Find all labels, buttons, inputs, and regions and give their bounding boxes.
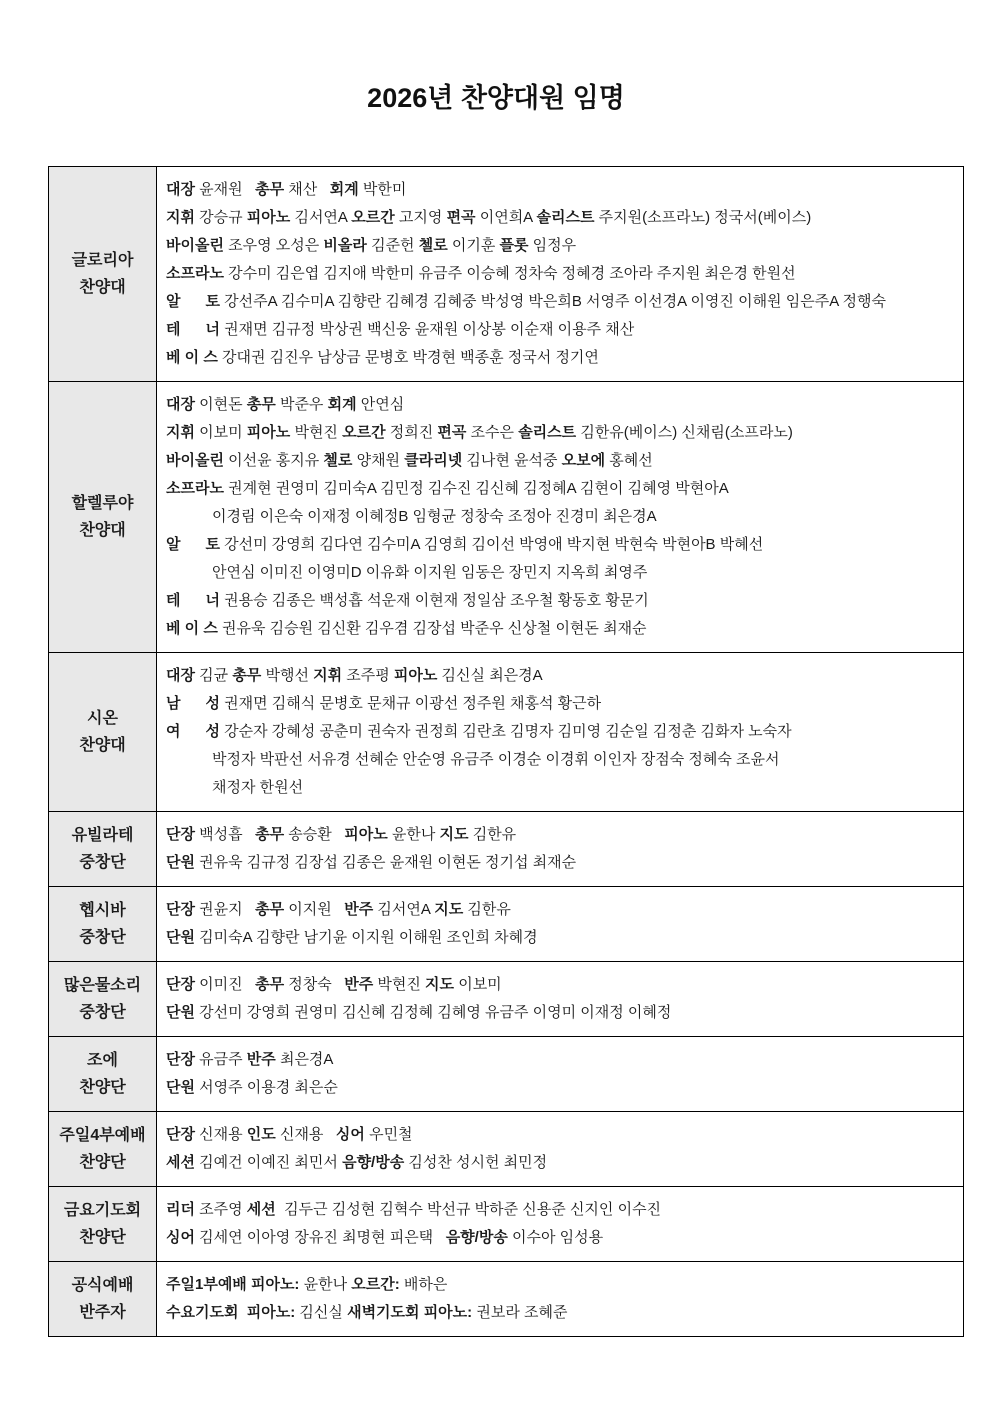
role-label: 회계 xyxy=(327,396,357,413)
member-names: 채정자 한원선 xyxy=(212,779,304,796)
member-line xyxy=(166,1224,955,1252)
member-names: 김세연 이아영 장유진 최명현 피은택 xyxy=(194,1229,446,1246)
member-names: 김한유(베이스) 신채림(소프라노) xyxy=(576,424,793,441)
member-names: 권용승 김종은 백성흡 석운재 이현재 정일삼 조우철 황동호 황문기 xyxy=(220,592,649,609)
member-line xyxy=(166,316,955,344)
choir-label-line: 시온 xyxy=(87,709,118,727)
member-line xyxy=(166,690,955,718)
member-names: 신재용 xyxy=(275,1126,336,1143)
member-names: 김미숙A 김향란 남기윤 이지원 이해원 조인희 차혜경 xyxy=(194,929,538,946)
member-names: 강승규 xyxy=(194,209,247,226)
member-names: 조주영 xyxy=(194,1201,247,1218)
role-label: 오르간 xyxy=(351,209,395,226)
choir-row xyxy=(49,886,963,961)
role-label: 알 토 xyxy=(166,293,220,310)
member-names: 이미진 xyxy=(194,976,256,993)
member-names: 이보미 xyxy=(454,976,502,993)
role-label: 첼로 xyxy=(323,452,353,469)
role-label: 음향/방송 xyxy=(342,1154,405,1171)
role-label: 지도 xyxy=(434,901,464,918)
member-names: 김예건 이예진 최민서 xyxy=(194,1154,343,1171)
role-label: 남 성 xyxy=(166,695,220,712)
role-label: 지휘 xyxy=(166,424,195,441)
member-line xyxy=(166,896,955,924)
choir-members-cell xyxy=(157,1262,963,1336)
member-line xyxy=(166,1046,955,1074)
choir-members-cell xyxy=(157,1187,963,1261)
member-line xyxy=(166,924,955,952)
role-label: 싱어 xyxy=(335,1126,365,1143)
choir-row xyxy=(49,1111,963,1186)
member-line xyxy=(166,391,955,419)
member-names: 임정우 xyxy=(528,237,577,254)
member-names: 강선미 강영희 김다연 김수미A 김영희 김이선 박영애 박지현 박현숙 박현아B 박혜선 xyxy=(220,536,764,553)
member-names: 안연심 이미진 이영미D 이유화 이지원 임동은 장민지 지옥희 최영주 xyxy=(212,564,648,581)
member-line xyxy=(166,176,955,204)
role-label: 솔리스트 xyxy=(518,424,577,441)
choir-row xyxy=(49,1036,963,1111)
member-names: 김한유 xyxy=(463,901,511,918)
member-names: 권재면 김해식 문병호 문채규 이광선 정주원 채홍석 황근하 xyxy=(220,695,602,712)
role-label: 단장 xyxy=(166,1051,195,1068)
role-label: 테 너 xyxy=(166,592,220,609)
member-names: 김서연A xyxy=(373,901,435,918)
role-label: 반주 xyxy=(246,1051,276,1068)
member-line xyxy=(166,447,955,475)
member-names: 박현진 xyxy=(290,424,343,441)
member-names: 권유욱 김규정 김장섭 김종은 윤재원 이현돈 정기섭 최재순 xyxy=(194,854,577,871)
choir-row xyxy=(49,652,963,811)
member-names: 박정자 박판선 서유경 선혜순 안순영 유금주 이경순 이경휘 이인자 장점숙 정혜숙 조윤서 xyxy=(212,751,780,768)
member-names: 김서연A xyxy=(290,209,352,226)
member-names: 권윤지 xyxy=(194,901,256,918)
role-label: 첼로 xyxy=(418,237,448,254)
role-label: 세션 xyxy=(246,1201,276,1218)
role-label: 단원 xyxy=(166,854,195,871)
role-label: 테 너 xyxy=(166,321,220,338)
choir-label-line: 유빌라테 xyxy=(71,826,134,844)
role-label: 총무 xyxy=(255,826,285,843)
choir-row xyxy=(49,811,963,886)
member-names: 배하은 xyxy=(399,1276,448,1293)
choir-label-line: 주일4부예배 xyxy=(59,1126,146,1144)
member-names: 강선주A 김수미A 김향란 김혜경 김혜중 박성영 박은희B 서영주 이선경A 이영진 이해원 임은주A 정행숙 xyxy=(220,293,887,310)
member-line xyxy=(166,1074,955,1102)
member-line xyxy=(166,615,955,643)
role-label: 바이올린 xyxy=(166,452,224,469)
role-label: 새벽기도회 피아노: xyxy=(347,1304,473,1321)
member-names: 서영주 이용경 최은순 xyxy=(194,1079,338,1096)
member-line xyxy=(166,1121,955,1149)
choir-label-line: 반주자 xyxy=(79,1303,126,1321)
choir-label xyxy=(49,653,157,811)
role-label: 총무 xyxy=(255,901,285,918)
member-line xyxy=(166,260,955,288)
choir-label-line: 글로리아 xyxy=(71,251,134,269)
member-names: 고지영 xyxy=(394,209,447,226)
role-label: 편곡 xyxy=(446,209,476,226)
role-label: 플롯 xyxy=(499,237,529,254)
choir-label-line: 찬양단 xyxy=(79,1153,126,1171)
role-label: 반주 xyxy=(344,976,374,993)
role-label: 피아노 xyxy=(344,826,388,843)
member-names: 박행선 xyxy=(261,667,314,684)
role-label: 피아노 xyxy=(246,424,291,441)
member-names: 김한유 xyxy=(468,826,517,843)
choir-label-line: 찬양단 xyxy=(79,1228,126,1246)
member-names: 정창숙 xyxy=(284,976,345,993)
role-label: 단원 xyxy=(166,1079,195,1096)
choir-members-cell xyxy=(157,962,963,1036)
choir-label-line: 중창단 xyxy=(79,1003,126,1021)
member-names: 김균 xyxy=(194,667,233,684)
member-line xyxy=(166,288,955,316)
appointment-table xyxy=(48,166,964,1337)
role-label: 단원 xyxy=(166,929,195,946)
member-line xyxy=(166,662,955,690)
role-label: 오르간 xyxy=(342,424,386,441)
role-label: 소프라노 xyxy=(166,480,224,497)
role-label: 오보에 xyxy=(561,452,606,469)
role-label: 총무 xyxy=(255,976,285,993)
role-label: 단장 xyxy=(166,901,195,918)
role-label: 단장 xyxy=(166,826,195,843)
member-names: 신재용 xyxy=(194,1126,247,1143)
member-names: 최은경A xyxy=(275,1051,334,1068)
role-label: 지도 xyxy=(439,826,469,843)
member-line xyxy=(166,849,955,877)
choir-members-cell xyxy=(157,1112,963,1186)
role-label: 인도 xyxy=(246,1126,276,1143)
choir-label-line: 공식예배 xyxy=(71,1276,134,1294)
choir-label-line: 많은물소리 xyxy=(63,976,142,994)
role-label: 총무 xyxy=(232,667,262,684)
member-names: 조주평 xyxy=(342,667,394,684)
member-names: 강대권 김진우 남상금 문병호 박경현 백종훈 정국서 정기연 xyxy=(217,349,599,366)
member-names: 권보라 조혜준 xyxy=(472,1304,568,1321)
member-names: 강수미 김은엽 김지애 박한미 유금주 이승혜 정차숙 정혜경 조아라 주지원 최은경 한원선 xyxy=(223,265,796,282)
member-names: 김두근 김성현 김혁수 박선규 박하준 신용준 신지인 이수진 xyxy=(275,1201,662,1218)
member-line xyxy=(166,419,955,447)
member-names: 조우영 오성은 xyxy=(223,237,324,254)
choir-label-line: 찬양대 xyxy=(79,736,126,754)
choir-label-line: 할렐루야 xyxy=(71,494,134,512)
role-label: 편곡 xyxy=(437,424,467,441)
role-label: 대장 xyxy=(166,396,195,413)
member-line xyxy=(166,1271,955,1299)
member-names: 이선윤 홍지유 xyxy=(223,452,324,469)
member-line xyxy=(166,718,955,746)
member-names: 윤재원 xyxy=(194,181,256,198)
member-names: 이현돈 xyxy=(194,396,247,413)
member-names: 조수은 xyxy=(466,424,519,441)
role-label: 주일1부예배 피아노: xyxy=(166,1276,300,1293)
choir-label xyxy=(49,887,157,961)
member-line xyxy=(166,344,955,372)
member-names: 이연희A xyxy=(475,209,537,226)
role-label: 음향/방송 xyxy=(445,1229,508,1246)
member-names: 권재면 김규정 박상권 백신웅 윤재원 이상봉 이순재 이용주 채산 xyxy=(220,321,635,338)
role-label: 대장 xyxy=(166,667,195,684)
role-label: 회계 xyxy=(329,181,359,198)
choir-label xyxy=(49,1037,157,1111)
choir-label-line: 헵시바 xyxy=(79,901,126,919)
member-names: 권계현 권영미 김미숙A 김민정 김수진 김신혜 김정혜A 김현이 김혜영 박현아A xyxy=(223,480,729,497)
member-names: 송승환 xyxy=(284,826,345,843)
choir-label-line: 중창단 xyxy=(79,928,126,946)
role-label: 소프라노 xyxy=(166,265,224,282)
choir-label-line: 중창단 xyxy=(79,853,126,871)
choir-label xyxy=(49,1112,157,1186)
member-line xyxy=(166,999,955,1027)
member-line xyxy=(166,531,955,559)
member-names: 강순자 강혜성 공춘미 권숙자 권정희 김란초 김명자 김미영 김순일 김정춘 김화자 노숙자 xyxy=(220,723,792,740)
member-line xyxy=(166,232,955,260)
member-names: 안연심 xyxy=(356,396,405,413)
role-label: 솔리스트 xyxy=(536,209,595,226)
choir-label xyxy=(49,962,157,1036)
member-names: 정희진 xyxy=(385,424,438,441)
role-label: 클라리넷 xyxy=(404,452,463,469)
member-line xyxy=(166,559,955,587)
choir-label xyxy=(49,167,157,381)
choir-label xyxy=(49,382,157,652)
role-label: 바이올린 xyxy=(166,237,224,254)
role-label: 알 토 xyxy=(166,536,220,553)
page-title: 2026년 찬양대원 임명 xyxy=(367,83,625,113)
choir-label xyxy=(49,1262,157,1336)
choir-row xyxy=(49,381,963,652)
member-names: 채산 xyxy=(284,181,330,198)
member-line xyxy=(166,821,955,849)
role-label: 수요기도회 피아노: xyxy=(166,1304,296,1321)
member-line xyxy=(166,1299,955,1327)
member-names: 이수아 임성용 xyxy=(507,1229,604,1246)
role-label: 총무 xyxy=(246,396,276,413)
choir-label-line: 조에 xyxy=(87,1051,118,1069)
choir-members-cell xyxy=(157,167,963,381)
member-names: 윤한나 xyxy=(299,1276,352,1293)
member-line xyxy=(166,503,955,531)
role-label: 지휘 xyxy=(166,209,195,226)
member-names: 이지원 xyxy=(284,901,345,918)
member-names: 유금주 xyxy=(194,1051,247,1068)
role-label: 비올라 xyxy=(323,237,367,254)
role-label: 오르간: xyxy=(351,1276,400,1293)
member-line xyxy=(166,774,955,802)
choir-label xyxy=(49,812,157,886)
choir-label-line: 찬양대 xyxy=(79,521,126,539)
member-names: 박한미 xyxy=(358,181,407,198)
role-label: 베 이 스 xyxy=(166,349,218,366)
member-names: 김성찬 성시헌 최민정 xyxy=(404,1154,548,1171)
choir-row xyxy=(49,167,963,381)
role-label: 피아노 xyxy=(246,209,291,226)
member-names: 강선미 강영희 권영미 김신혜 김정혜 김혜영 유금주 이영미 이재정 이혜정 xyxy=(194,1004,672,1021)
member-line xyxy=(166,971,955,999)
choir-label-line: 찬양단 xyxy=(79,1078,126,1096)
member-names: 홍혜선 xyxy=(605,452,653,469)
role-label: 베 이 스 xyxy=(166,620,218,637)
member-names: 주지원(소프라노) 정국서(베이스) xyxy=(594,209,812,226)
choir-members-cell xyxy=(157,382,963,652)
choir-label xyxy=(49,1187,157,1261)
member-names: 양채원 xyxy=(352,452,405,469)
member-names: 이기훈 xyxy=(447,237,500,254)
member-names: 권유욱 김승원 김신환 김우겸 김장섭 박준우 신상철 이현돈 최재순 xyxy=(217,620,647,637)
role-label: 세션 xyxy=(166,1154,195,1171)
member-names: 김나현 윤석중 xyxy=(462,452,562,469)
role-label: 단원 xyxy=(166,1004,195,1021)
role-label: 반주 xyxy=(344,901,374,918)
member-line xyxy=(166,1196,955,1224)
choir-row xyxy=(49,1261,963,1336)
member-line xyxy=(166,1149,955,1177)
choir-members-cell xyxy=(157,653,963,811)
member-names: 백성흡 xyxy=(194,826,256,843)
member-names: 박준우 xyxy=(275,396,328,413)
member-names: 김신실 xyxy=(295,1304,348,1321)
role-label: 지도 xyxy=(425,976,455,993)
member-names: 김준헌 xyxy=(366,237,419,254)
role-label: 단장 xyxy=(166,976,195,993)
choir-row xyxy=(49,961,963,1036)
choir-members-cell xyxy=(157,1037,963,1111)
role-label: 총무 xyxy=(255,181,285,198)
role-label: 여 성 xyxy=(166,723,220,740)
role-label: 싱어 xyxy=(166,1229,195,1246)
choir-members-cell xyxy=(157,812,963,886)
member-names: 김신실 최은경A xyxy=(437,667,543,684)
member-line xyxy=(166,204,955,232)
member-names: 이보미 xyxy=(194,424,247,441)
member-names: 박현진 xyxy=(373,976,426,993)
member-line xyxy=(166,746,955,774)
role-label: 단장 xyxy=(166,1126,195,1143)
member-names: 우민철 xyxy=(364,1126,413,1143)
choir-label-line: 금요기도회 xyxy=(63,1201,142,1219)
role-label: 리더 xyxy=(166,1201,195,1218)
member-line xyxy=(166,587,955,615)
role-label: 피아노 xyxy=(393,667,438,684)
role-label: 지휘 xyxy=(313,667,343,684)
choir-row xyxy=(49,1186,963,1261)
member-names: 윤한나 xyxy=(387,826,440,843)
member-line xyxy=(166,475,955,503)
role-label: 대장 xyxy=(166,181,195,198)
choir-label-line: 찬양대 xyxy=(79,278,126,296)
member-names: 이경림 이은숙 이재정 이혜정B 임형균 정창숙 조정아 진경미 최은경A xyxy=(212,508,657,525)
choir-members-cell xyxy=(157,887,963,961)
